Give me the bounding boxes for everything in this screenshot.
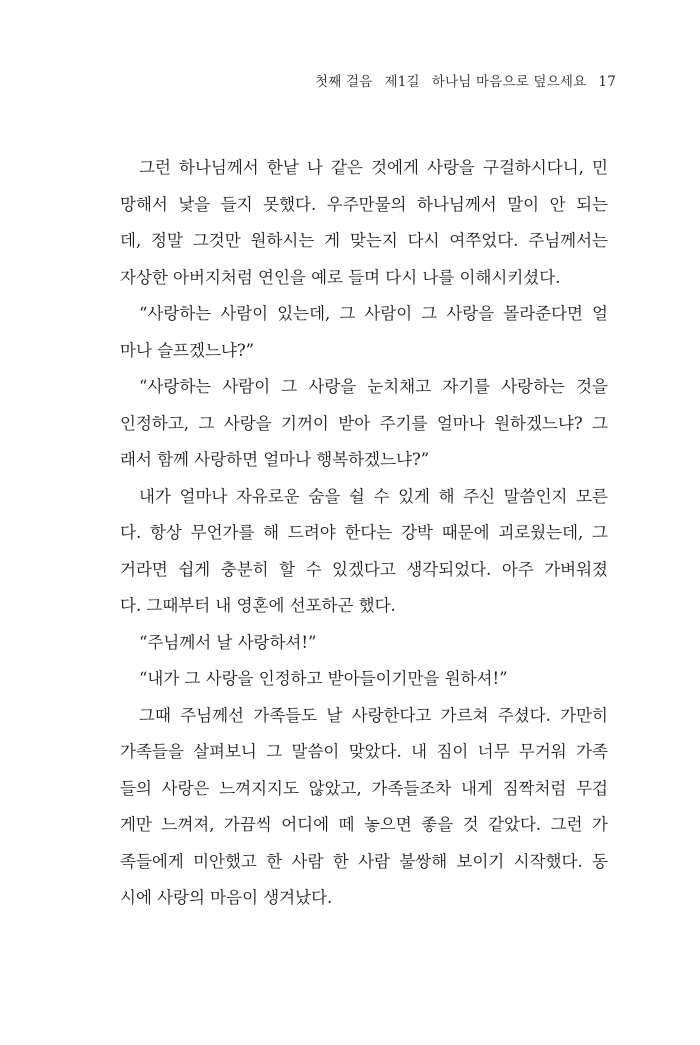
text-line: 망해서 낯을 들지 못했다. 우주만물의 하나님께서 말이 안 되는 xyxy=(120,194,608,214)
text-line: “사랑하는 사람이 있는데, 그 사람이 그 사랑을 몰라준다면 얼 xyxy=(139,304,608,323)
section-title: 하나님 마음으로 덮으세요 xyxy=(431,74,587,90)
text-line: 그런 하나님께서 한낱 나 같은 것에게 사랑을 구걸하시다니, 민 xyxy=(139,158,608,177)
text-line: “내가 그 사랑을 인정하고 받아들이기만을 원하셔!” xyxy=(139,669,508,688)
text-line: 다. 그때부터 내 영혼에 선포하곤 했다. xyxy=(120,596,396,615)
running-header xyxy=(315,70,616,90)
text-line: 시에 사랑의 마음이 생겨났다. xyxy=(120,888,333,907)
text-line: 들의 사랑은 느껴지지도 않았고, 가족들조차 내게 짐짝처럼 무겁 xyxy=(120,778,608,798)
text-line: 자상한 아버지처럼 연인을 예로 들며 다시 나를 이해시키셨다. xyxy=(120,267,561,287)
page-number: 17 xyxy=(598,74,616,90)
section-label: 제1길 xyxy=(384,74,420,90)
text-line: 족들에게 미안했고 한 사람 한 사람 불쌍해 보이기 시작했다. 동 xyxy=(120,851,608,871)
text-line: 가족들을 살펴보니 그 말씀이 맞았다. 내 짐이 너무 무거워 가족 xyxy=(120,742,608,761)
text-line: “주님께서 날 사랑하셔!” xyxy=(139,632,317,652)
text-line: 래서 함께 사랑하면 얼마나 행복하겠느냐?” xyxy=(120,450,430,469)
body-text xyxy=(120,150,608,917)
text-line: 인정하고, 그 사랑을 기꺼이 받아 주기를 얼마나 원하겠느냐? 그 xyxy=(120,413,608,433)
text-line: 다. 항상 무언가를 해 드려야 한다는 강박 때문에 괴로웠는데, 그 xyxy=(120,523,608,542)
text-line: 마나 슬프겠느냐?” xyxy=(120,340,255,360)
text-line: 데, 정말 그것만 원하시는 게 맞는지 다시 여쭈었다. 주님께서는 xyxy=(120,231,608,250)
text-line: 게만 느껴져, 가끔씩 어디에 떼 놓으면 좋을 것 같았다. 그런 가 xyxy=(120,815,608,834)
text-line: “사랑하는 사람이 그 사랑을 눈치채고 자기를 사랑하는 것을 xyxy=(139,377,608,396)
text-line: 거라면 쉽게 충분히 할 수 있겠다고 생각되었다. 아주 가벼워졌 xyxy=(120,559,608,579)
text-line: 내가 얼마나 자유로운 숨을 쉴 수 있게 해 주신 말씀인지 모른 xyxy=(139,486,608,506)
chapter-label: 첫째 걸음 xyxy=(315,74,373,90)
text-line: 그때 주님께선 가족들도 날 사랑한다고 가르쳐 주셨다. 가만히 xyxy=(139,705,608,725)
